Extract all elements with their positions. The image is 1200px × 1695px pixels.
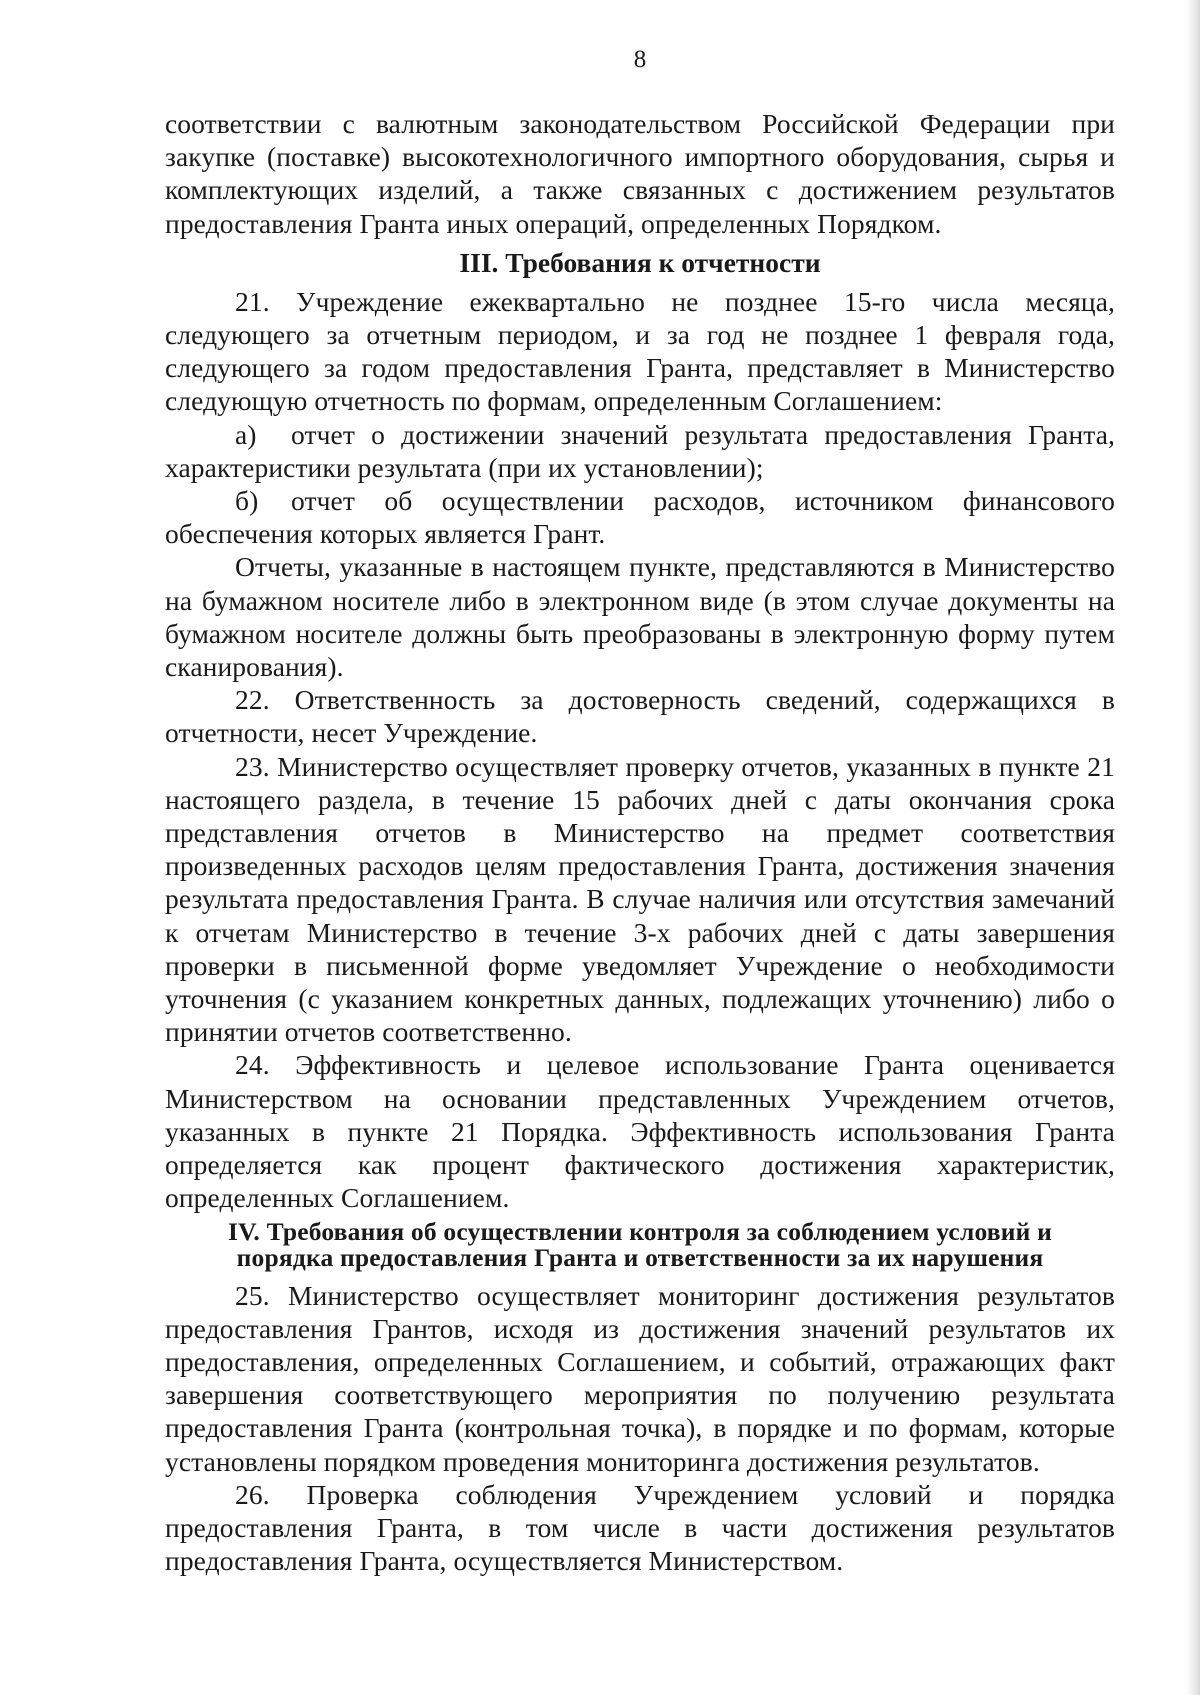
list-item-b-text: отчет об осуществлении расходов, источником финансового обеспечения которых является Грант. [165,485,1115,550]
list-marker-a: а) [235,418,257,450]
section-3-heading: III. Требования к отчетности [459,246,821,278]
paragraph-21-reports: Отчеты, указанные в настоящем пункте, представляются в Министерство на бумажном носителе либо в электронном виде (в этом случае документы на бумажном носителе должны быть преобразованы в электронную форму путем сканирования). [165,551,1115,683]
section-4-heading-line-1: IV. Требования об осуществлении контроля за соблюдением условий и [227,1216,1052,1246]
list-item-a-text: отчет о достижении значений результата предоставления Гранта, характеристики результата (при их установлении); [165,418,1115,483]
page-edge-shadow [1186,0,1200,1695]
paragraph-26: 26. Проверка соблюдения Учреждением условий и порядка предоставления Гранта, в том числе в части достижения результатов предоставления Гранта, осуществляется Министерством. [165,1478,1115,1577]
list-item-b [165,484,1115,550]
paragraph-22: 22. Ответственность за достоверность сведений, содержащихся в отчетности, несет Учреждение. [165,684,1115,749]
paragraph-24: 24. Эффективность и целевое использование Гранта оценивается Министерством на основании представленных Учреждением отчетов, указанных в пункте 21 Порядка. Эффективность использования Гранта определяется как процент фактического достижения характеристик, определенных Соглашением. [165,1049,1115,1214]
page-number: 8 [633,46,647,73]
paragraph-25: 25. Министерство осуществляет мониторинг достижения результатов предоставления Грантов, исходя из достижения значений результатов их предоставления, определенных Соглашением, и событий, отражающих факт завершения соответствующего мероприятия по получению результата предоставления Гранта (контрольная точка), в порядке и по формам, которые установлены порядком проведения мониторинга достижения результатов. [165,1279,1115,1477]
list-item-a [165,418,1115,484]
list-marker-b: б) [235,485,259,517]
section-4-heading [165,1216,1115,1272]
section-4-heading-line-2: порядка предоставления Гранта и ответственности за их нарушения [236,1242,1044,1272]
paragraph-21: 21. Учреждение ежеквартально не позднее 15-го числа месяца, следующего за отчетным периодом, и за год не позднее 1 февраля года, следующего за годом предоставления Гранта, представляет в Министерство следующую отчетность по формам, определенным Соглашением: [165,285,1115,417]
paragraph-23: 23. Министерство осуществляет проверку отчетов, указанных в пункте 21 настоящего раздела, в течение 15 рабочих дней с даты окончания срока представления отчетов в Министерство на предмет соответствия произведенных расходов целям предоставления Гранта, достижения значения результата предоставления Гранта. В случае наличия или отсутствия замечаний к отчетам Министерство в течение 3-х рабочих дней с даты завершения проверки в письменной форме уведомляет Учреждение о необходимости уточнения (с указанием конкретных данных, подлежащих уточнению) либо о принятии отчетов соответственно. [165,750,1115,1048]
paragraph-continuation: соответствии с валютным законодательством Российской Федерации при закупке (поставке) высокотехнологичного импортного оборудования, сырья и комплектующих изделий, а также связанных с достижением результатов предоставления Гранта иных операций, определенных Порядком. [165,108,1115,239]
document-body [165,107,1115,1577]
